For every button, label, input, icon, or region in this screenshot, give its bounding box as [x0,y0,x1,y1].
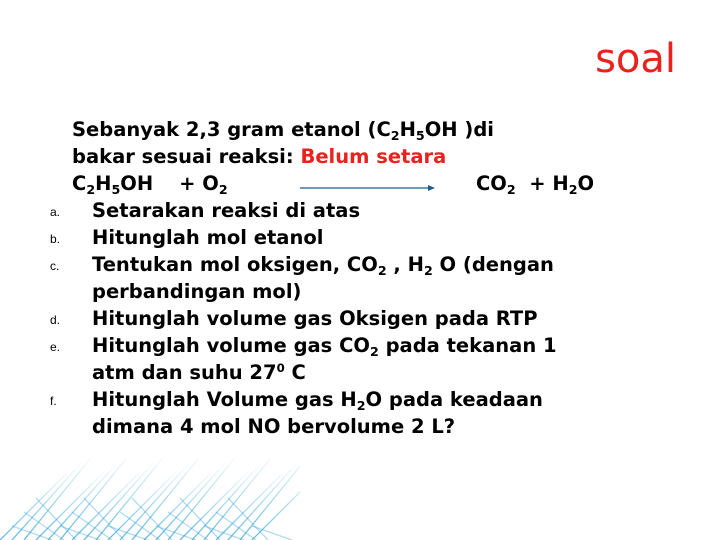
reaction-arrow-icon [300,183,436,193]
intro-line-2: bakar sesuai reaksi: Belum setara [72,145,447,168]
item-f-continued: dimana 4 mol NO bervolume 2 L? [92,415,456,438]
equation-right: $CO_2 + H_2O$ [476,172,595,197]
decor-line [240,454,300,540]
intro-line-1: Sebanyak 2,3 gram etanol ($C_2H_5OH$ )di [72,118,494,143]
item-marker: b. [50,232,61,246]
item-c: Tentukan mol oksigen, $CO_2$ , $H_2$ O (dengan [92,253,554,278]
item-e: Hitunglah volume gas $CO_2$ pada tekanan 1 [92,334,557,359]
item-marker: e. [50,340,61,354]
decor-line [144,470,214,540]
item-e-continued: atm dan suhu $27^0$ C [92,361,306,385]
unbalanced-label: Belum setara [300,145,447,168]
item-c-continued: perbandingan mol) [92,280,302,303]
item-f: Hitunglah Volume gas $H_2O$ pada keadaan [92,388,543,413]
decor-line [72,470,142,540]
decor-line [216,470,286,540]
decor-line [0,470,70,540]
item-marker: f. [50,394,57,408]
item-marker: d. [50,313,61,327]
slide-title: soal [595,36,676,82]
item-marker: c. [50,259,60,273]
equation-left: $C_2H_5OH + O_2$ [72,172,228,197]
item-a: Setarakan reaksi di atas [92,199,361,222]
item-b: Hitunglah mol etanol [92,226,324,249]
item-d: Hitunglah volume gas Oksigen pada RTP [92,307,538,330]
decor-line [120,512,160,540]
item-marker: a. [50,205,61,219]
decor-line [252,526,292,540]
